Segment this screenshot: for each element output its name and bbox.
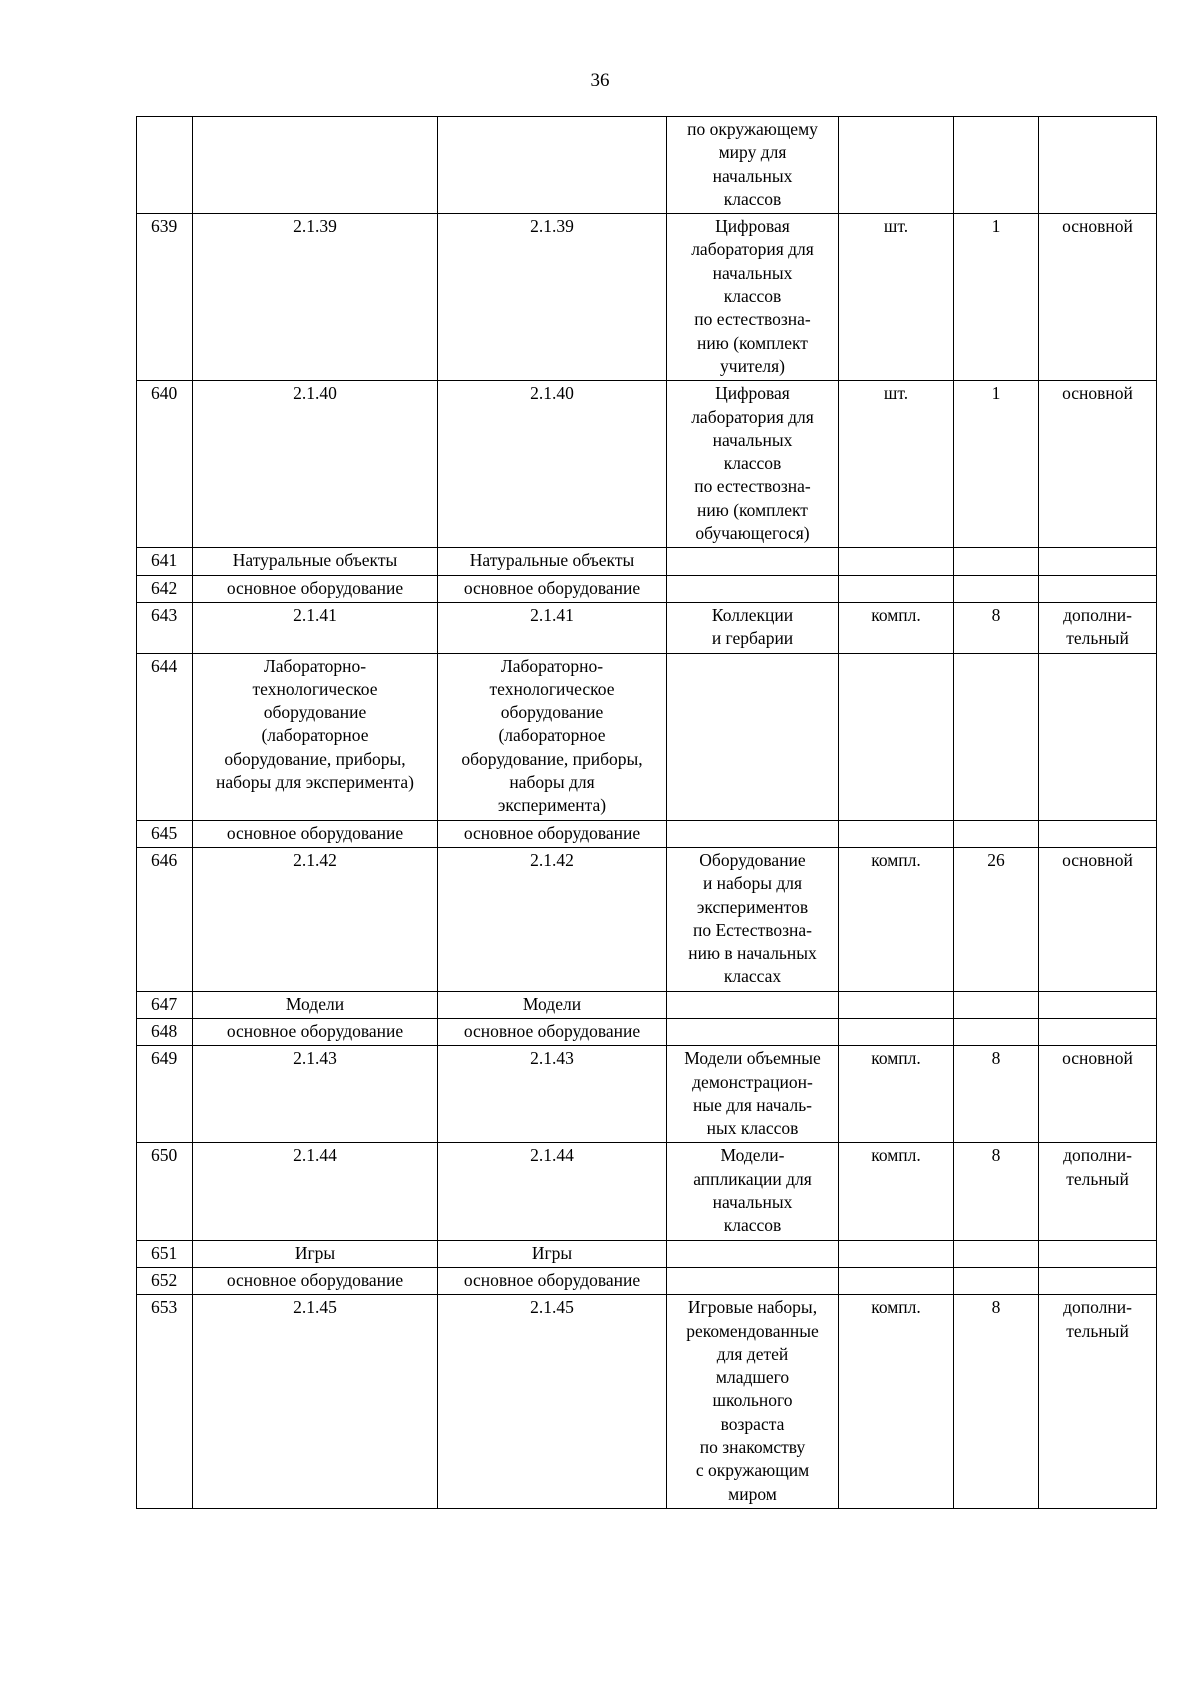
row-number-cell: 648 [137, 1018, 193, 1045]
row-number-cell: 643 [137, 602, 193, 653]
code-cell-2: 2.1.45 [438, 1295, 667, 1509]
name-cell: Цифровая лаборатория для начальных классов по естествозна- нию (комплект обучающегося) [667, 381, 839, 548]
code-cell-1: основное оборудование [193, 1018, 438, 1045]
quantity-cell: 1 [954, 214, 1039, 381]
code-cell-2: 2.1.44 [438, 1143, 667, 1240]
row-number-cell: 646 [137, 847, 193, 991]
code-cell-2 [438, 117, 667, 214]
quantity-cell: 8 [954, 602, 1039, 653]
table-row [137, 1143, 1157, 1240]
code-cell-2: основное оборудование [438, 575, 667, 602]
unit-cell [839, 1240, 954, 1267]
code-cell-2: 2.1.39 [438, 214, 667, 381]
row-number-cell: 653 [137, 1295, 193, 1509]
unit-cell: компл. [839, 602, 954, 653]
quantity-cell [954, 1240, 1039, 1267]
code-cell-1: 2.1.41 [193, 602, 438, 653]
quantity-cell [954, 1267, 1039, 1294]
page-number: 36 [590, 70, 610, 91]
code-cell-1: 2.1.40 [193, 381, 438, 548]
code-cell-2: 2.1.41 [438, 602, 667, 653]
quantity-cell: 8 [954, 1046, 1039, 1143]
name-cell [667, 575, 839, 602]
type-cell [1039, 575, 1157, 602]
code-cell-1: 2.1.45 [193, 1295, 438, 1509]
code-cell-1: 2.1.42 [193, 847, 438, 991]
unit-cell [839, 575, 954, 602]
table-row [137, 991, 1157, 1018]
row-number-cell: 640 [137, 381, 193, 548]
name-cell [667, 1267, 839, 1294]
name-cell [667, 820, 839, 847]
unit-cell: компл. [839, 847, 954, 991]
type-cell [1039, 653, 1157, 820]
row-number-cell: 650 [137, 1143, 193, 1240]
row-number-cell: 642 [137, 575, 193, 602]
quantity-cell [954, 575, 1039, 602]
name-cell [667, 548, 839, 575]
quantity-cell: 1 [954, 381, 1039, 548]
unit-cell [839, 653, 954, 820]
type-cell: дополни- тельный [1039, 1143, 1157, 1240]
type-cell [1039, 117, 1157, 214]
code-cell-2: Игры [438, 1240, 667, 1267]
type-cell [1039, 1267, 1157, 1294]
name-cell [667, 1018, 839, 1045]
name-cell [667, 991, 839, 1018]
table-row [137, 820, 1157, 847]
code-cell-1: 2.1.43 [193, 1046, 438, 1143]
quantity-cell [954, 653, 1039, 820]
code-cell-1: Лабораторно- технологическое оборудование (лабораторное оборудование, приборы, наборы для эксперимента) [193, 653, 438, 820]
quantity-cell: 8 [954, 1143, 1039, 1240]
type-cell: дополни- тельный [1039, 602, 1157, 653]
unit-cell [839, 991, 954, 1018]
code-cell-1: Модели [193, 991, 438, 1018]
code-cell-1: основное оборудование [193, 820, 438, 847]
table-row [137, 117, 1157, 214]
type-cell: основной [1039, 214, 1157, 381]
table-row [137, 847, 1157, 991]
name-cell: по окружающему миру для начальных классов [667, 117, 839, 214]
unit-cell: компл. [839, 1143, 954, 1240]
table-row [137, 653, 1157, 820]
name-cell: Оборудование и наборы для экспериментов по Естествозна- нию в начальных классах [667, 847, 839, 991]
row-number-cell: 645 [137, 820, 193, 847]
unit-cell [839, 1267, 954, 1294]
quantity-cell [954, 117, 1039, 214]
code-cell-1: основное оборудование [193, 575, 438, 602]
type-cell: дополни- тельный [1039, 1295, 1157, 1509]
unit-cell: шт. [839, 214, 954, 381]
table-body [137, 117, 1157, 1509]
code-cell-2: основное оборудование [438, 820, 667, 847]
code-cell-1: Натуральные объекты [193, 548, 438, 575]
unit-cell: компл. [839, 1046, 954, 1143]
name-cell: Модели объемные демонстрацион- ные для началь- ных классов [667, 1046, 839, 1143]
unit-cell: компл. [839, 1295, 954, 1509]
row-number-cell [137, 117, 193, 214]
table-row [137, 1295, 1157, 1509]
row-number-cell: 639 [137, 214, 193, 381]
code-cell-2: Натуральные объекты [438, 548, 667, 575]
type-cell: основной [1039, 381, 1157, 548]
code-cell-1 [193, 117, 438, 214]
code-cell-2: основное оборудование [438, 1267, 667, 1294]
table-row [137, 575, 1157, 602]
row-number-cell: 652 [137, 1267, 193, 1294]
quantity-cell: 8 [954, 1295, 1039, 1509]
unit-cell [839, 820, 954, 847]
row-number-cell: 647 [137, 991, 193, 1018]
row-number-cell: 644 [137, 653, 193, 820]
unit-cell: шт. [839, 381, 954, 548]
quantity-cell [954, 548, 1039, 575]
code-cell-2: Лабораторно- технологическое оборудование (лабораторное оборудование, приборы, наборы для эксперимента) [438, 653, 667, 820]
code-cell-2: 2.1.42 [438, 847, 667, 991]
quantity-cell [954, 820, 1039, 847]
table-row [137, 1018, 1157, 1045]
type-cell [1039, 820, 1157, 847]
type-cell [1039, 991, 1157, 1018]
quantity-cell [954, 1018, 1039, 1045]
name-cell: Цифровая лаборатория для начальных классов по естествозна- нию (комплект учителя) [667, 214, 839, 381]
unit-cell [839, 1018, 954, 1045]
table-row [137, 214, 1157, 381]
code-cell-2: основное оборудование [438, 1018, 667, 1045]
table-row [137, 1240, 1157, 1267]
code-cell-1: 2.1.39 [193, 214, 438, 381]
table-row [137, 548, 1157, 575]
quantity-cell: 26 [954, 847, 1039, 991]
code-cell-1: основное оборудование [193, 1267, 438, 1294]
unit-cell [839, 548, 954, 575]
code-cell-2: 2.1.40 [438, 381, 667, 548]
equipment-table [136, 116, 1157, 1509]
code-cell-1: 2.1.44 [193, 1143, 438, 1240]
table-row [137, 602, 1157, 653]
table-row [137, 1046, 1157, 1143]
name-cell [667, 1240, 839, 1267]
table-row [137, 381, 1157, 548]
type-cell: основной [1039, 847, 1157, 991]
row-number-cell: 649 [137, 1046, 193, 1143]
name-cell: Модели- аппликации для начальных классов [667, 1143, 839, 1240]
row-number-cell: 641 [137, 548, 193, 575]
code-cell-2: Модели [438, 991, 667, 1018]
name-cell [667, 653, 839, 820]
code-cell-2: 2.1.43 [438, 1046, 667, 1143]
type-cell [1039, 1018, 1157, 1045]
type-cell [1039, 1240, 1157, 1267]
quantity-cell [954, 991, 1039, 1018]
type-cell: основной [1039, 1046, 1157, 1143]
name-cell: Игровые наборы, рекомендованные для детей младшего школьного возраста по знакомству с окружающим миром [667, 1295, 839, 1509]
table-row [137, 1267, 1157, 1294]
row-number-cell: 651 [137, 1240, 193, 1267]
name-cell: Коллекции и гербарии [667, 602, 839, 653]
code-cell-1: Игры [193, 1240, 438, 1267]
type-cell [1039, 548, 1157, 575]
unit-cell [839, 117, 954, 214]
